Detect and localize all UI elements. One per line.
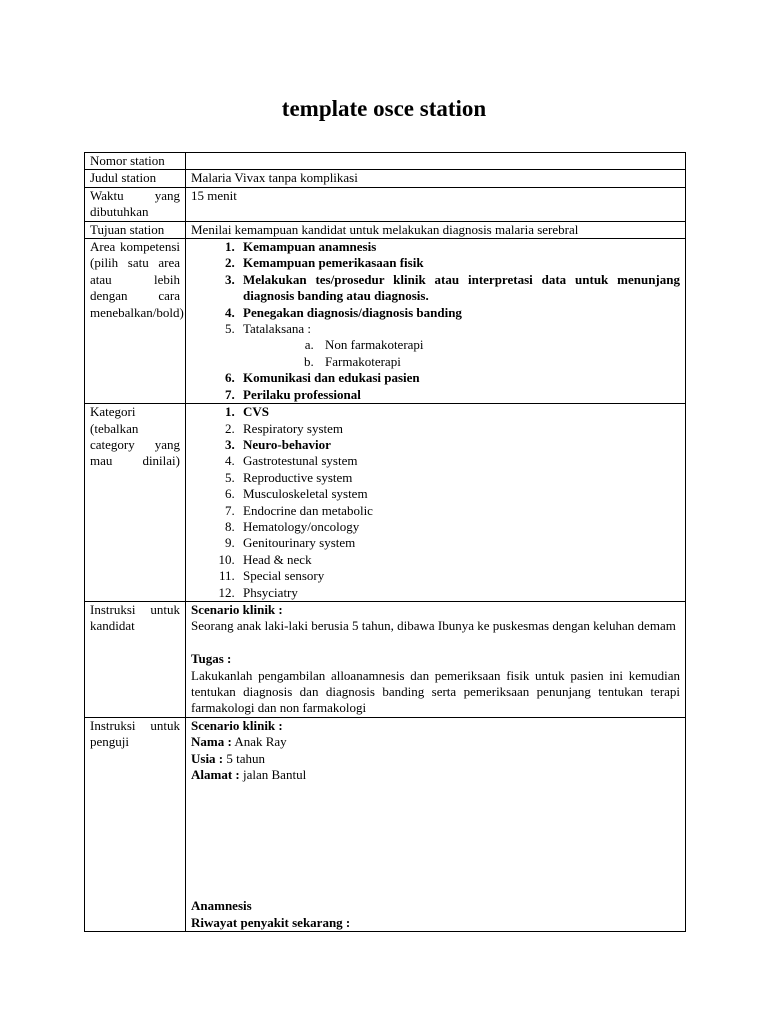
list-item-kategori: 6. Musculoskeletal system — [238, 486, 680, 502]
list-item-kategori: 1. CVS — [238, 404, 680, 420]
tugas-heading: Tugas : — [191, 651, 232, 667]
list-item-kategori: 2. Respiratory system — [238, 421, 680, 437]
alamat-value: jalan Bantul — [239, 767, 307, 783]
table-row-area-kompetensi — [85, 239, 686, 404]
value-judul-station: Malaria Vivax tanpa komplikasi — [186, 170, 686, 187]
kategori-list — [191, 404, 680, 601]
table-row-nomor-station — [85, 153, 686, 170]
scenario-heading: Scenario klinik : — [191, 601, 283, 617]
list-item-kategori: 10. Head & neck — [238, 552, 680, 568]
alamat-line — [191, 767, 680, 783]
list-item-area: 3. Melakukan tes/prosedur klinik atau interpretasi data untuk menunjang diagnosis banding atau diagnosis. — [238, 272, 680, 305]
value-nomor-station — [186, 153, 686, 170]
alamat-label: Alamat : — [191, 767, 240, 783]
spacer — [191, 882, 680, 898]
label-instruksi-kandidat: Instruksi untuk kandidat — [85, 601, 186, 717]
list-item-kategori: 11. Special sensory — [238, 568, 680, 584]
table-row-judul-station — [85, 170, 686, 187]
tatalaksana-sublist — [243, 337, 680, 370]
sublist-item: b. Farmakoterapi — [317, 354, 680, 370]
value-kategori — [186, 404, 686, 602]
nama-line — [191, 734, 680, 750]
spacer — [191, 865, 680, 881]
table-row-tujuan — [85, 221, 686, 238]
usia-label: Usia : — [191, 750, 224, 766]
area-kompetensi-list — [191, 239, 680, 403]
list-item-kategori: 9. Genitourinary system — [238, 535, 680, 551]
value-area-kompetensi — [186, 239, 686, 404]
value-waktu: 15 menit — [186, 187, 686, 221]
spacer — [191, 783, 680, 865]
list-item-kategori: 5. Reproductive system — [238, 470, 680, 486]
list-item-area: 7. Perilaku professional — [238, 387, 680, 403]
sublist-item: a. Non farmakoterapi — [317, 337, 680, 353]
list-item-kategori: 7. Endocrine dan metabolic — [238, 503, 680, 519]
table-row-waktu — [85, 187, 686, 221]
list-item-kategori: 8. Hematology/oncology — [238, 519, 680, 535]
label-instruksi-penguji: Instruksi untuk penguji — [85, 717, 186, 931]
usia-value: 5 tahun — [223, 750, 266, 766]
nama-label: Nama : — [191, 734, 232, 750]
penguji-scenario-heading: Scenario klinik : — [191, 717, 283, 733]
list-item-area: 2. Kemampuan pemerikasaan fisik — [238, 255, 680, 271]
label-tujuan: Tujuan station — [85, 221, 186, 238]
label-waktu: Waktu yang dibutuhkan — [85, 187, 186, 221]
table-row-kategori — [85, 404, 686, 602]
table-row-instruksi-penguji — [85, 717, 686, 931]
value-instruksi-kandidat — [186, 601, 686, 717]
value-tujuan: Menilai kemampuan kandidat untuk melakukan diagnosis malaria serebral — [186, 221, 686, 238]
value-instruksi-penguji — [186, 717, 686, 931]
riwayat-heading: Riwayat penyakit sekarang : — [191, 914, 351, 930]
list-item-kategori: 3. Neuro-behavior — [238, 437, 680, 453]
scenario-text: Seorang anak laki-laki berusia 5 tahun, dibawa Ibunya ke puskesmas dengan keluhan demam — [191, 618, 676, 634]
list-item-kategori: 12. Phsyciatry — [238, 585, 680, 601]
list-item-kategori: 4. Gastrotestunal system — [238, 453, 680, 469]
list-item-area: 6. Komunikasi dan edukasi pasien — [238, 370, 680, 386]
table-row-instruksi-kandidat — [85, 601, 686, 717]
label-kategori: Kategori (tebalkan category yang mau dinilai) — [85, 404, 186, 602]
usia-line — [191, 751, 680, 767]
label-area-kompetensi: Area kompetensi (pilih satu area atau lebih dengan cara menebalkan/bold) — [85, 239, 186, 404]
label-judul-station: Judul station — [85, 170, 186, 187]
list-item-area: 1. Kemampuan anamnesis — [238, 239, 680, 255]
list-item-area: 4. Penegakan diagnosis/diagnosis banding — [238, 305, 680, 321]
nama-value: Anak Ray — [231, 734, 287, 750]
osce-station-table — [84, 152, 686, 932]
anamnesis-heading: Anamnesis — [191, 898, 252, 914]
list-item-area-text: Tatalaksana : — [243, 321, 312, 337]
spacer — [191, 635, 680, 651]
label-nomor-station: Nomor station — [85, 153, 186, 170]
document-title: template osce station — [281, 96, 487, 121]
list-item-area — [238, 321, 680, 370]
tugas-text: Lakukanlah pengambilan alloanamnesis dan pemeriksaan fisik untuk pasien ini kemudian tentukan diagnosis dan diagnosis banding serta pemeriksaan penunjang tentukan terapi farmakologi dan non farmakologi — [191, 667, 680, 716]
